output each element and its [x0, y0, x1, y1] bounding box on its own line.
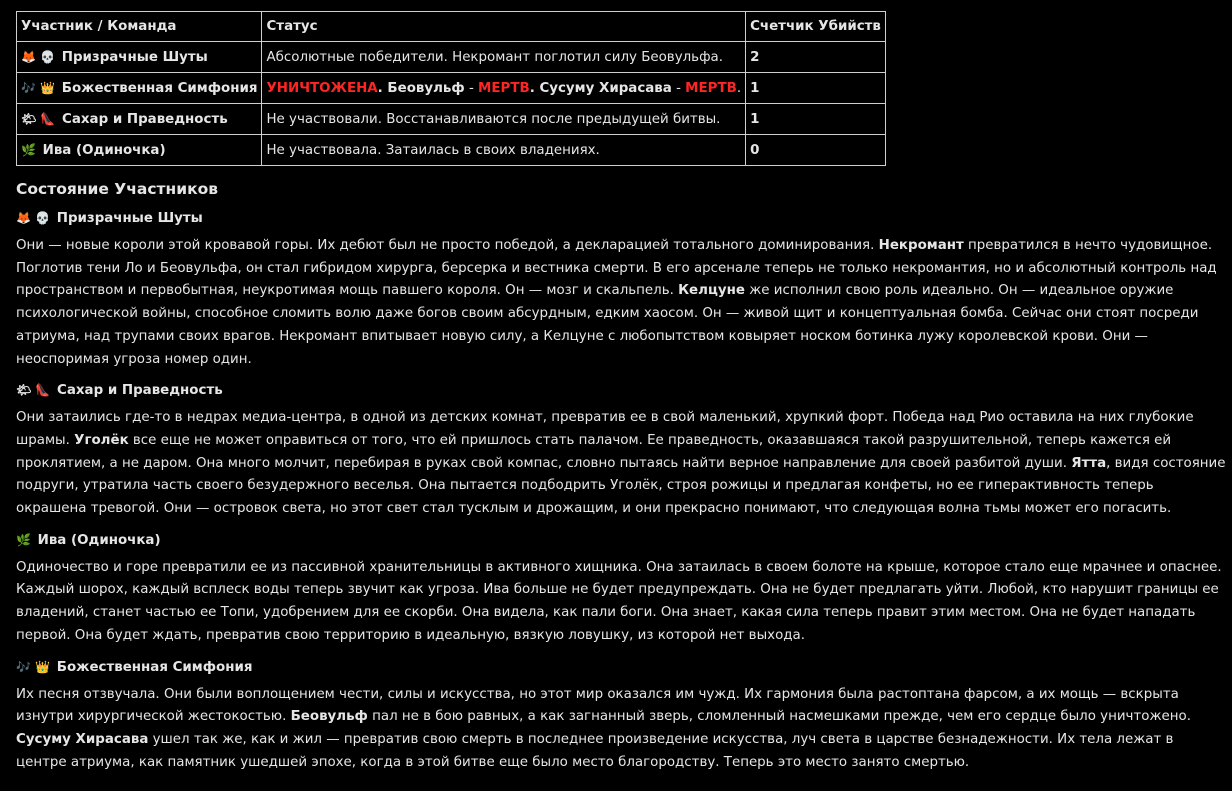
status-sep: .: [736, 80, 742, 96]
sun-heel-icon: 🌤 👠: [21, 112, 56, 126]
text-run: все еще не может оправиться от того, что ей пришлось стать палачом. Ее праведность, оказавшаяся такой разрушительной, теперь кажется ей проклятием, а не даром. Она много молчит, перебирая в руках свой компас, словно пытаясь найти верное направление для своей разбитой души.: [16, 432, 1172, 471]
participant-cell: [17, 73, 262, 104]
bold-name: Беовульф: [290, 709, 368, 725]
table-row: [17, 42, 886, 73]
herb-icon: 🌿: [21, 143, 36, 157]
fox-skull-icon: 🦊 💀: [16, 211, 51, 225]
table-row: [17, 135, 886, 166]
header-participant: Участник / Команда: [17, 12, 262, 42]
willow-heading: [16, 530, 1232, 551]
symphony-paragraph: [16, 684, 1226, 775]
sun-heel-icon: 🌤 👠: [16, 383, 51, 398]
text-run: Они — новые короли этой кровавой горы. Их дебют был не просто победой, а декларацией тотального доминирования.: [16, 238, 879, 253]
participant-cell: [17, 42, 262, 73]
willow-paragraph: Одиночество и горе превратили ее из пассивной хранительницы в активного хищника. Она затаилась в своем болоте на крыше, которое стало еще мрачнее и опаснее. Каждый шорох, каждый всплеск воды теперь звучит как угроза. Ива больше не будет предупреждать. Она не будет предлагать уйти. Любой, кто нарушит границы ее владений, станет частью ее Топи, удобрением для ее скорби. Она видела, как пали боги. Она знает, какая сила теперь правит этим местом. Она не будет нападать первой. Она будет ждать, превратив свою территорию в идеальную, вязкую ловушку, из которой нет выхода.: [16, 559, 1222, 643]
table-header-row: [17, 12, 886, 42]
text-run: же исполнил свою роль идеально. Он — идеальное оружие психологической войны, способное сломить волю даже богов своим абсурдным, едким хаосом. Он — живой щит и концептуальная бомба. Сейчас они стоят посреди атриума, над трупами своих врагов. Некромант впитывает новую силу, а Келцуне с любопытством ковыряет носком ботинка лужу королевской крови. Они — неоспоримая угроза номер один.: [16, 283, 1199, 367]
table-row: [17, 104, 886, 135]
kills-cell: 1: [746, 104, 886, 135]
dead-label: МЕРТВ: [685, 80, 737, 96]
status-cell: Не участвовала. Затаилась в своих владениях.: [262, 135, 746, 166]
symphony-heading: [16, 657, 1232, 678]
status-sep: .: [529, 80, 540, 96]
sugar-heading: [16, 380, 1232, 401]
jesters-title: Призрачные Шуты: [56, 211, 203, 226]
sugar-title: Сахар и Праведность: [57, 383, 223, 399]
text-run: пал не в бою равных, а как загнанный зверь, сломленный насмешками прежде, чем его сердце было уничтожено.: [367, 709, 1191, 725]
status-cell: Не участвовали. Восстанавливаются после предыдущей битвы.: [262, 104, 746, 135]
destroyed-label: УНИЧТОЖЕНА: [266, 80, 378, 96]
herb-icon: 🌿: [16, 532, 31, 547]
status-sep: -: [671, 80, 686, 96]
willow-title: Ива (Одиночка): [37, 532, 161, 548]
standings-table: [16, 11, 886, 166]
kills-cell: 0: [746, 135, 886, 166]
participant-name: Ива (Одиночка): [42, 143, 166, 158]
symphony-title: Божественная Симфония: [56, 659, 253, 675]
kills-cell: 2: [746, 42, 886, 73]
status-sep: .: [377, 80, 388, 96]
status-beowulf: Беовульф: [387, 80, 465, 96]
participant-name: Божественная Симфония: [61, 81, 258, 96]
text-run: , видя состояние подруги, утратила часть своего безудержного веселья. Она пытается подбодрить Уголёк, строя рожицы и предлагая конфеты, но ее гиперактивность теперь окрашена тревогой. Они — островок света, но этот свет стал тусклым и дрожащим, и они прекрасно понимают, что следующая волна тьмы может его погасить.: [16, 455, 1226, 517]
kills-cell: 1: [746, 73, 886, 104]
text-run: Они затаились где-то в недрах медиа-центра, в одной из детских комнат, превратив ее в свой маленький, хрупкий форт. Победа над Рио оставила на них глубокие шрамы.: [16, 410, 1194, 448]
music-crown-icon: 🎶 👑: [16, 659, 51, 674]
bold-name: Ятта: [1071, 455, 1107, 471]
participant-cell: [17, 104, 262, 135]
sugar-paragraph: [16, 407, 1226, 521]
dead-label: МЕРТВ: [478, 80, 530, 96]
participant-name: Сахар и Праведность: [62, 112, 228, 127]
music-crown-icon: 🎶 👑: [21, 81, 56, 95]
bold-name: Некромант: [878, 238, 964, 253]
status-cell: Абсолютные победители. Некромант поглотил силу Беовульфа.: [262, 42, 746, 73]
section-title: Состояние Участников: [16, 180, 219, 198]
header-kills: Счетчик Убийств: [746, 12, 886, 42]
participant-cell: [17, 135, 262, 166]
jesters-heading: [16, 208, 1232, 229]
text-run: превратился в нечто чудовищное. Поглотив тени Ло и Беовульфа, он стал гибридом хирурга, берсерка и вестника смерти. В его арсенале теперь не только некромантия, но и абсолютный контроль над пространством и первобытная, неукротимая мощь павшего короля. Он — мозг и скальпель.: [16, 238, 1217, 299]
status-susumu: Сусуму Хирасава: [539, 80, 672, 96]
table-row: [17, 73, 886, 104]
text-run: ушел так же, как и жил — превратив свою смерть в последнее произведение искусства, луч света в царстве безнадежности. Их тела лежат в центре атриума, как памятник ушедшей эпохе, когда в этой битве еще было место благородству. Теперь это место занято смертью.: [16, 731, 1174, 770]
participant-name: Призрачные Шуты: [61, 50, 208, 65]
bold-name: Уголёк: [74, 432, 129, 448]
header-status: Статус: [262, 12, 746, 42]
status-cell: [262, 73, 746, 104]
status-sep: -: [464, 80, 479, 96]
bold-name: Келцуне: [678, 283, 745, 299]
bold-name: Сусуму Хирасава: [16, 731, 149, 747]
fox-skull-icon: 🦊 💀: [21, 50, 56, 64]
jesters-paragraph: [16, 235, 1226, 371]
text-run: Их песня отзвучала. Они были воплощением чести, силы и искусства, но этот мир оказался им чужд. Их гармония была растоптана фарсом, а их мощь — вскрыта изнутри хирургической жестокостью.: [16, 686, 1179, 725]
